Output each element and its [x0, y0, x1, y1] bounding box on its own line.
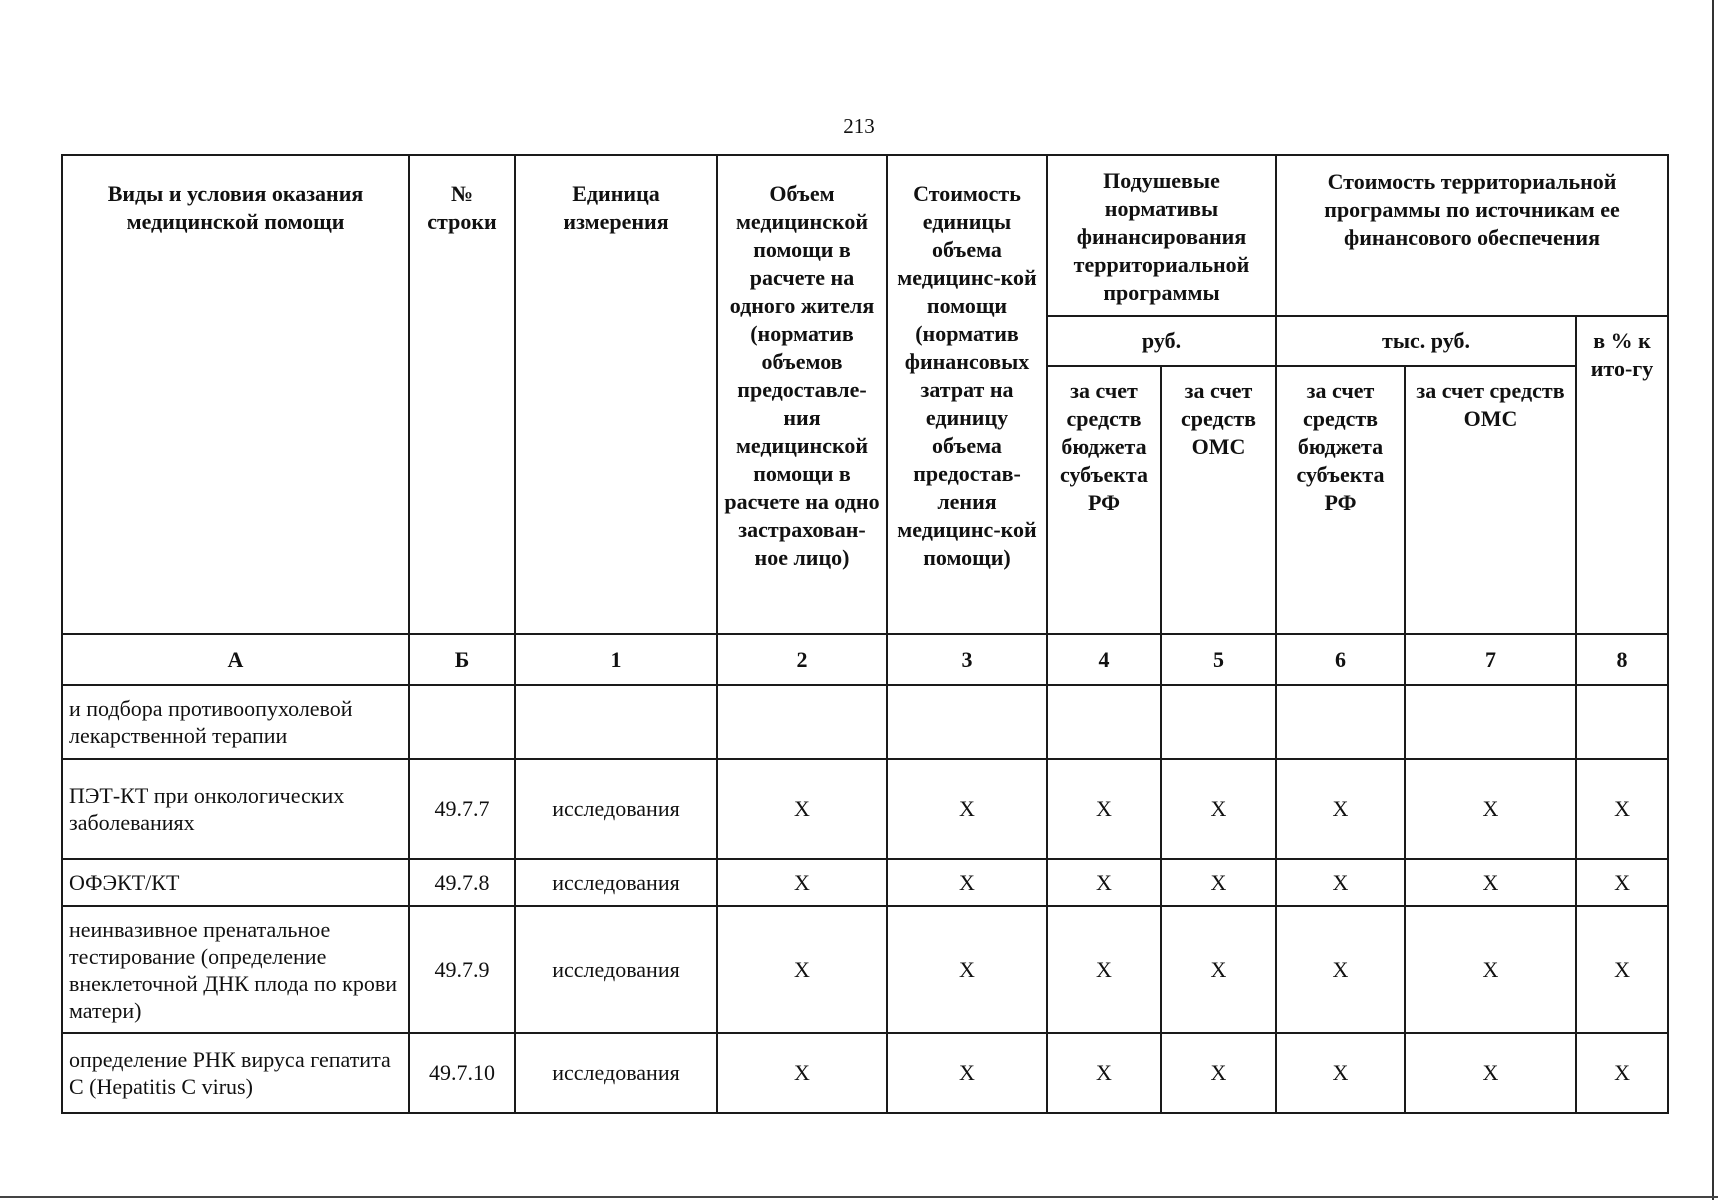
row-line-number: 49.7.9	[409, 906, 515, 1033]
header-kind: Виды и условия оказания медицинской помощи	[62, 155, 409, 634]
scan-edge-bottom	[0, 1196, 1718, 1198]
continuation-row	[62, 685, 1668, 759]
row-value: X	[1276, 759, 1405, 859]
column-index: А	[62, 634, 409, 685]
table-row	[62, 859, 1668, 906]
row-name: определение РНК вируса гепатита C (Hepatitis C virus)	[62, 1033, 409, 1113]
header-cost-oms: за счет средств ОМС	[1405, 366, 1576, 634]
row-line-number: 49.7.10	[409, 1033, 515, 1113]
row-unit: исследования	[515, 1033, 717, 1113]
header-cost-budget: за счет средств бюджета субъекта РФ	[1276, 366, 1405, 634]
header-per-capita-oms: за счет средств ОМС	[1161, 366, 1276, 634]
row-line-number: 49.7.7	[409, 759, 515, 859]
row-value: X	[1161, 859, 1276, 906]
row-unit: исследования	[515, 859, 717, 906]
row-value: X	[887, 759, 1047, 859]
row-value: X	[717, 1033, 887, 1113]
row-name: неинвазивное пренатальное тестирование (определение внеклеточной ДНК плода по крови матери)	[62, 906, 409, 1033]
row-value: X	[1047, 759, 1161, 859]
column-index: 3	[887, 634, 1047, 685]
row-value: X	[1576, 859, 1668, 906]
continuation-text: и подбора противоопухолевой лекарственной терапии	[62, 685, 409, 759]
column-index: 8	[1576, 634, 1668, 685]
row-value: X	[1161, 759, 1276, 859]
header-unit: Единица измерения	[515, 155, 717, 634]
table-row	[62, 759, 1668, 859]
row-value: X	[1276, 1033, 1405, 1113]
row-value: X	[887, 1033, 1047, 1113]
tariff-table	[61, 154, 1669, 1114]
row-unit: исследования	[515, 906, 717, 1033]
header-volume: Объем медицинской помощи в расчете на одного жителя (норматив объемов предоставле-ния медицинской помощи в расчете на одно застрахован-ное лицо)	[717, 155, 887, 634]
row-value: X	[887, 859, 1047, 906]
row-value: X	[1576, 906, 1668, 1033]
column-index: 7	[1405, 634, 1576, 685]
row-value: X	[1276, 906, 1405, 1033]
scan-edge-right	[1712, 0, 1714, 1200]
column-index-row	[62, 634, 1668, 685]
header-line-number: № строки	[409, 155, 515, 634]
column-index: 4	[1047, 634, 1161, 685]
header-unit-thousand-rub: тыс. руб.	[1276, 316, 1576, 366]
row-value: X	[1161, 1033, 1276, 1113]
row-value: X	[717, 759, 887, 859]
table-row	[62, 906, 1668, 1033]
row-value: X	[887, 906, 1047, 1033]
page-number: 213	[843, 114, 875, 138]
column-index: 1	[515, 634, 717, 685]
column-index: 6	[1276, 634, 1405, 685]
row-value: X	[717, 906, 887, 1033]
row-value: X	[1405, 859, 1576, 906]
header-percent-total: в % к ито-гу	[1576, 316, 1668, 634]
row-value: X	[1405, 906, 1576, 1033]
row-value: X	[1047, 906, 1161, 1033]
header-unit-rub: руб.	[1047, 316, 1276, 366]
header-cost-group: Стоимость территориальной программы по источникам ее финансового обеспечения	[1276, 155, 1668, 316]
row-name: ОФЭКТ/КТ	[62, 859, 409, 906]
header-per-capita-budget: за счет средств бюджета субъекта РФ	[1047, 366, 1161, 634]
row-value: X	[1161, 906, 1276, 1033]
header-unit-cost: Стоимость единицы объема медицинс-кой помощи (норматив финансовых затрат на единицу объема предостав-ления медицинс-кой помощи)	[887, 155, 1047, 634]
row-name: ПЭТ-КТ при онкологических заболеваниях	[62, 759, 409, 859]
row-value: X	[1405, 759, 1576, 859]
row-value: X	[1576, 759, 1668, 859]
row-line-number: 49.7.8	[409, 859, 515, 906]
row-value: X	[1047, 1033, 1161, 1113]
row-value: X	[1047, 859, 1161, 906]
column-index: 5	[1161, 634, 1276, 685]
row-value: X	[1576, 1033, 1668, 1113]
table-row	[62, 1033, 1668, 1113]
row-value: X	[1405, 1033, 1576, 1113]
row-unit: исследования	[515, 759, 717, 859]
column-index: Б	[409, 634, 515, 685]
header-per-capita-group: Подушевые нормативы финансирования территориальной программы	[1047, 155, 1276, 316]
row-value: X	[717, 859, 887, 906]
column-index: 2	[717, 634, 887, 685]
row-value: X	[1276, 859, 1405, 906]
